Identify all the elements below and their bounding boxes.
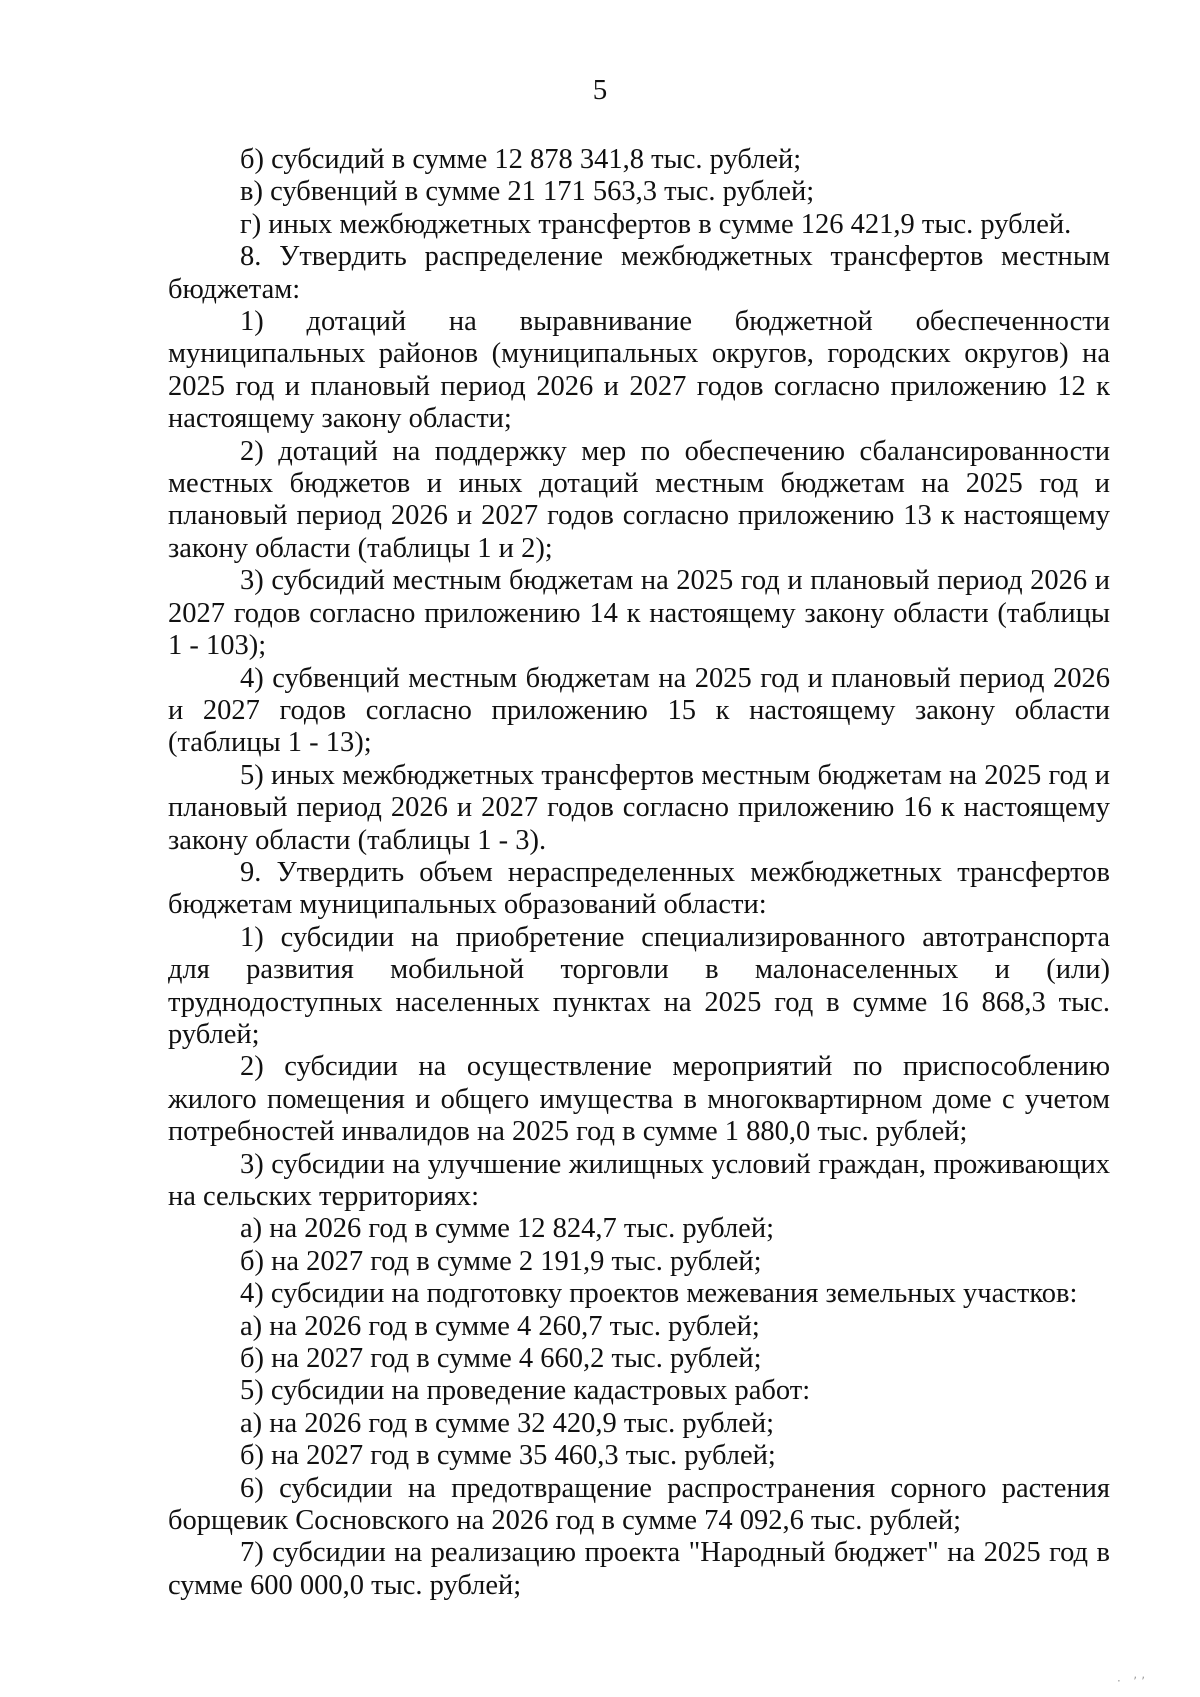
paragraph-item-8: 8. Утвердить распределение межбюджетных трансфертов местным бюджетам: (168, 241, 1110, 305)
paragraph-item-9-4: 4) субсидии на подготовку проектов межевания земельных участков: (240, 1278, 1078, 1310)
scan-corner-mark: · ʼʼ (1115, 1676, 1148, 1687)
paragraph-item-8-3: 3) субсидий местным бюджетам на 2025 год и плановый период 2026 и 2027 годов согласно приложению 14 к настоящему закону области (таблицы 1 - 103); (168, 565, 1110, 662)
paragraph-item-9-4-b: б) на 2027 год в сумме 4 660,2 тыс. рублей; (240, 1343, 762, 1375)
paragraph-subsidies-total: б) субсидий в сумме 12 878 341,8 тыс. рублей; (240, 144, 802, 175)
paragraph-item-9-5-a: а) на 2026 год в сумме 32 420,9 тыс. рублей; (240, 1407, 774, 1439)
paragraph-item-9-4-a: а) на 2026 год в сумме 4 260,7 тыс. рублей; (240, 1310, 760, 1342)
document-body (168, 144, 1110, 1602)
paragraph-item-9-5: 5) субсидии на проведение кадастровых работ: (240, 1375, 811, 1407)
paragraph-item-9-5-b: б) на 2027 год в сумме 35 460,3 тыс. рублей; (240, 1440, 776, 1472)
paragraph-item-9-7: 7) субсидии на реализацию проекта "Народный бюджет" на 2025 год в сумме 600 000,0 тыс. рублей; (168, 1537, 1110, 1601)
paragraph-item-8-2: 2) дотаций на поддержку мер по обеспечению сбалансированности местных бюджетов и иных дотаций местным бюджетам на 2025 год и плановый период 2026 и 2027 годов согласно приложению 13 к настоящему закону области (таблицы 1 и 2); (168, 435, 1110, 564)
paragraph-item-9-2: 2) субсидии на осуществление мероприятий по приспособлению жилого помещения и общего имущества в многоквартирном доме с учетом потребностей инвалидов на 2025 год в сумме 1 880,0 тыс. рублей; (168, 1051, 1110, 1148)
paragraph-item-8-5: 5) иных межбюджетных трансфертов местным бюджетам на 2025 год и плановый период 2026 и 2027 годов согласно приложению 16 к настоящему закону области (таблицы 1 - 3). (168, 759, 1110, 856)
paragraph-item-9-3-b: б) на 2027 год в сумме 2 191,9 тыс. рублей; (240, 1245, 762, 1277)
paragraph-item-9-3: 3) субсидии на улучшение жилищных условий граждан, проживающих на сельских территориях: (168, 1148, 1110, 1212)
paragraph-subventions-total: в) субвенций в сумме 21 171 563,3 тыс. рублей; (240, 176, 815, 208)
paragraph-item-8-4: 4) субвенций местным бюджетам на 2025 год и плановый период 2026 и 2027 годов согласно приложению 15 к настоящему закону области (таблицы 1 - 13); (168, 662, 1110, 759)
paragraph-item-9-6: 6) субсидии на предотвращение распространения сорного растения борщевик Сосновского на 2026 год в сумме 74 092,6 тыс. рублей; (168, 1472, 1110, 1537)
paragraph-other-transfers-total: г) иных межбюджетных трансфертов в сумме 126 421,9 тыс. рублей. (240, 208, 1072, 240)
paragraph-item-9-1: 1) субсидии на приобретение специализированного автотранспорта для развития мобильной торговли в малонаселенных и (или) труднодоступных населенных пунктах на 2025 год в сумме 16 868,3 тыс. рублей; (168, 921, 1110, 1050)
paragraph-item-9-3-a: а) на 2026 год в сумме 12 824,7 тыс. рублей; (240, 1213, 774, 1245)
paragraph-item-9: 9. Утвердить объем нераспределенных межбюджетных трансфертов бюджетам муниципальных образований области: (168, 856, 1110, 921)
paragraph-item-8-1: 1) дотаций на выравнивание бюджетной обеспеченности муниципальных районов (муниципальных округов, городских округов) на 2025 год и плановый период 2026 и 2027 годов согласно приложению 12 к настоящему закону области; (168, 306, 1110, 435)
page-number: 5 (592, 74, 608, 106)
